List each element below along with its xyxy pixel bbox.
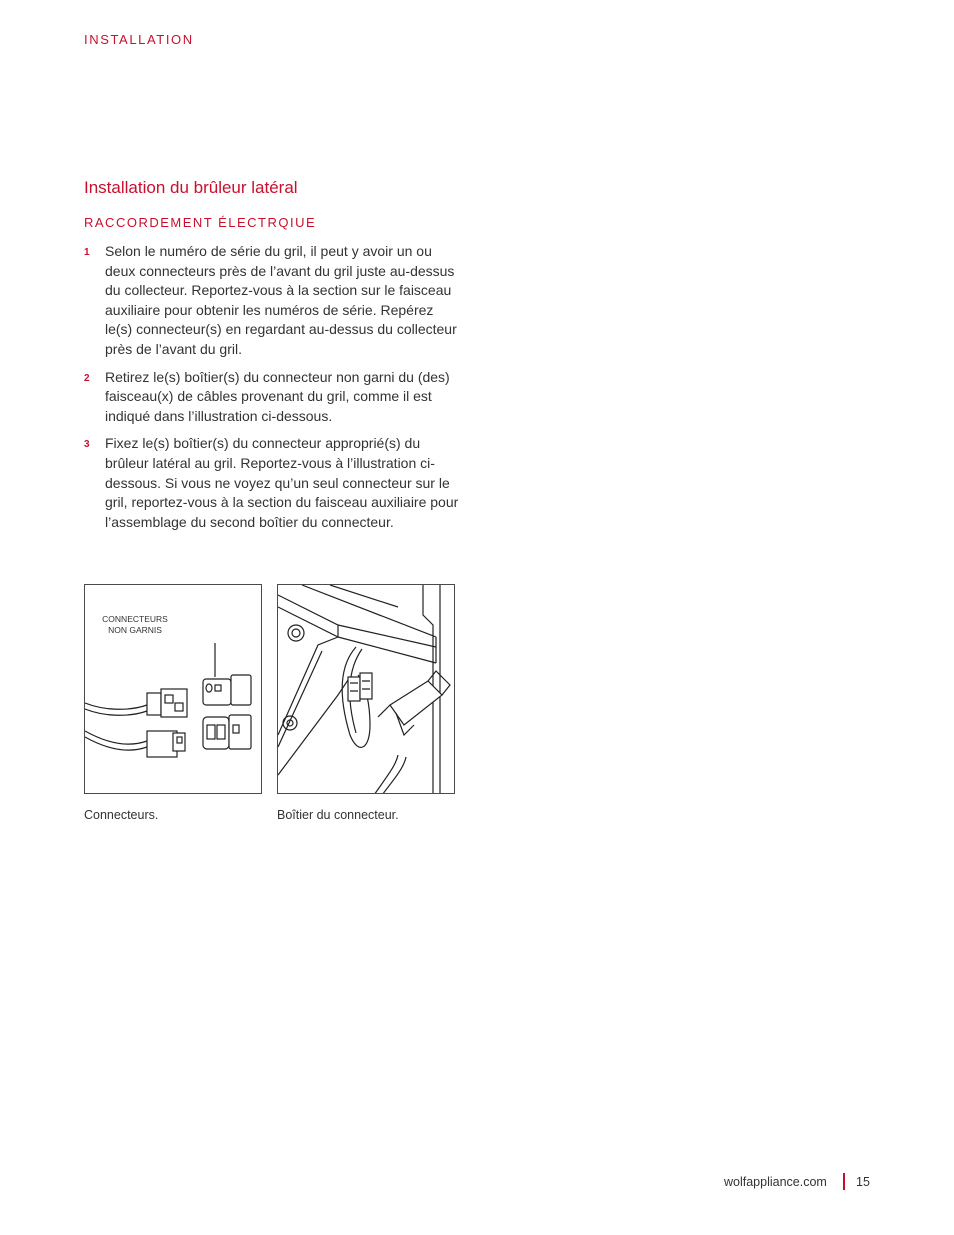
step-number: 2 [84, 372, 90, 384]
figure-caption-connectors: Connecteurs. [84, 808, 159, 822]
section-header: INSTALLATION [84, 32, 194, 47]
page-title: Installation du brûleur latéral [84, 178, 298, 197]
instruction-step-2 [84, 368, 464, 427]
page-number: 15 [856, 1175, 870, 1189]
step-number: 3 [84, 439, 90, 451]
figure-caption-housing: Boîtier du connecteur. [277, 808, 399, 822]
step-text: Selon le numéro de série du gril, il peut y avoir un ou deux connecteurs près de l’avant du gril juste au-dessus du collecteur. Reportez-vous à la section sur le faisceau auxiliaire pour obtenir les numéros de série. Repérez le(s) connecteur(s) en regardant au-dessus du collecteur près de l’avant du gril. [105, 243, 457, 357]
instruction-step-3 [84, 434, 464, 532]
footer-divider [843, 1173, 845, 1190]
connector-housing-drawing [278, 585, 455, 794]
step-text: Fixez le(s) boîtier(s) du connecteur approprié(s) du brûleur latéral au gril. Reportez-vous à l’illustration ci-dessous. Si vous ne voyez qu’un seul connecteur sur le gril, reportez-vous à la section du faisceau auxiliaire pour l’assemblage du second boîtier du connecteur. [105, 435, 459, 530]
section-subtitle: RACCORDEMENT ÉLECTRQIUE [84, 215, 317, 230]
instruction-step-1 [84, 242, 464, 360]
step-text: Retirez le(s) boîtier(s) du connecteur non garni du (des) faisceau(x) de câbles provenant du gril, comme il est indiqué dans l’illustration ci-dessous. [105, 368, 450, 424]
footer-website: wolfappliance.com [724, 1175, 827, 1189]
instruction-list [84, 242, 464, 540]
step-number: 1 [84, 247, 90, 258]
connectors-callout: CONNECTEURS NON GARNIS [102, 614, 168, 635]
connector-housing-illustration [277, 584, 455, 794]
